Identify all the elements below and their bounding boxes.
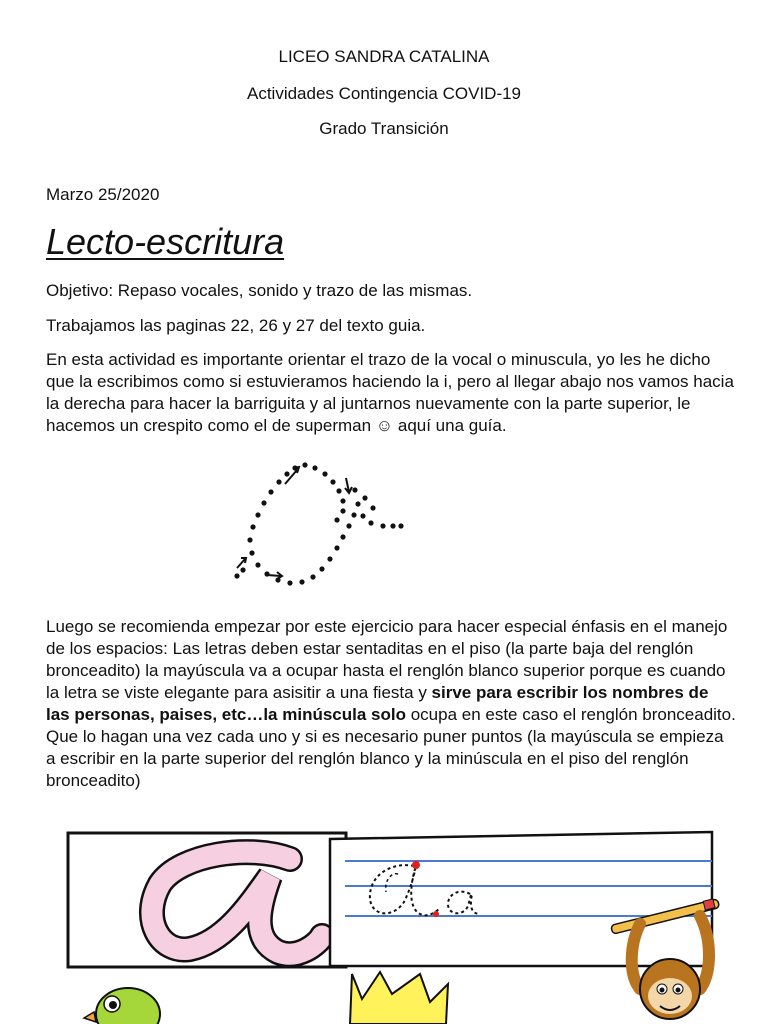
school-name: LICEO SANDRA CATALINA	[278, 47, 490, 66]
exercise-text-part2: ocupa en este caso el renglón bronceadito. Que lo hagan una vez cada uno y si es necesario puner puntos (la mayúscula se empieza a escribir en la parte superior del renglón blanco y la minúscula en el piso del renglón bronceadito)	[46, 705, 736, 790]
grade-label: Grado Transición	[319, 119, 449, 138]
exercise-text-part1: Luego se recomienda empezar por este ejercicio para hacer especial énfasis en el manejo de los espacios: Las letras deben estar sentaditas en el piso (la parte baja del renglón bronceadito) la mayúscula va a ocupar hasta el renglón blanco superior porque es cuando la letra se viste elegante para asisitir a una fiesta y	[46, 617, 728, 702]
date: Marzo 25/2020	[46, 185, 160, 204]
activity-title: Actividades Contingencia COVID-19	[246, 84, 522, 103]
sun-icon	[350, 972, 448, 1024]
exercise-text-bold: sirve para escribir los nombres de las personas, paises, etc…la minúscula solo	[46, 683, 709, 724]
exercise-paragraph	[46, 616, 736, 792]
dotted-a-tracing-guide	[215, 458, 415, 598]
pages-text: Trabajamos las paginas 22, 26 y 27 del texto guia.	[46, 316, 426, 335]
page-title: Lecto-escritura	[46, 221, 285, 262]
instructions-paragraph: En esta actividad es importante orientar el trazo de la vocal o minuscula, yo les he dicho que la escribimos como si estuvieramos haciendo la i, pero al llegar abajo nos vamos hacia la derecha para hacer la barriguita y al juntarnos nuevamente con la parte superior, le hacemos un crespito como el de superman ☺ aquí una guía.	[46, 350, 734, 435]
objective-text: Objetivo: Repaso vocales, sonido y trazo de las mismas.	[46, 281, 473, 300]
handwriting-worksheet-illustration	[0, 824, 768, 1024]
